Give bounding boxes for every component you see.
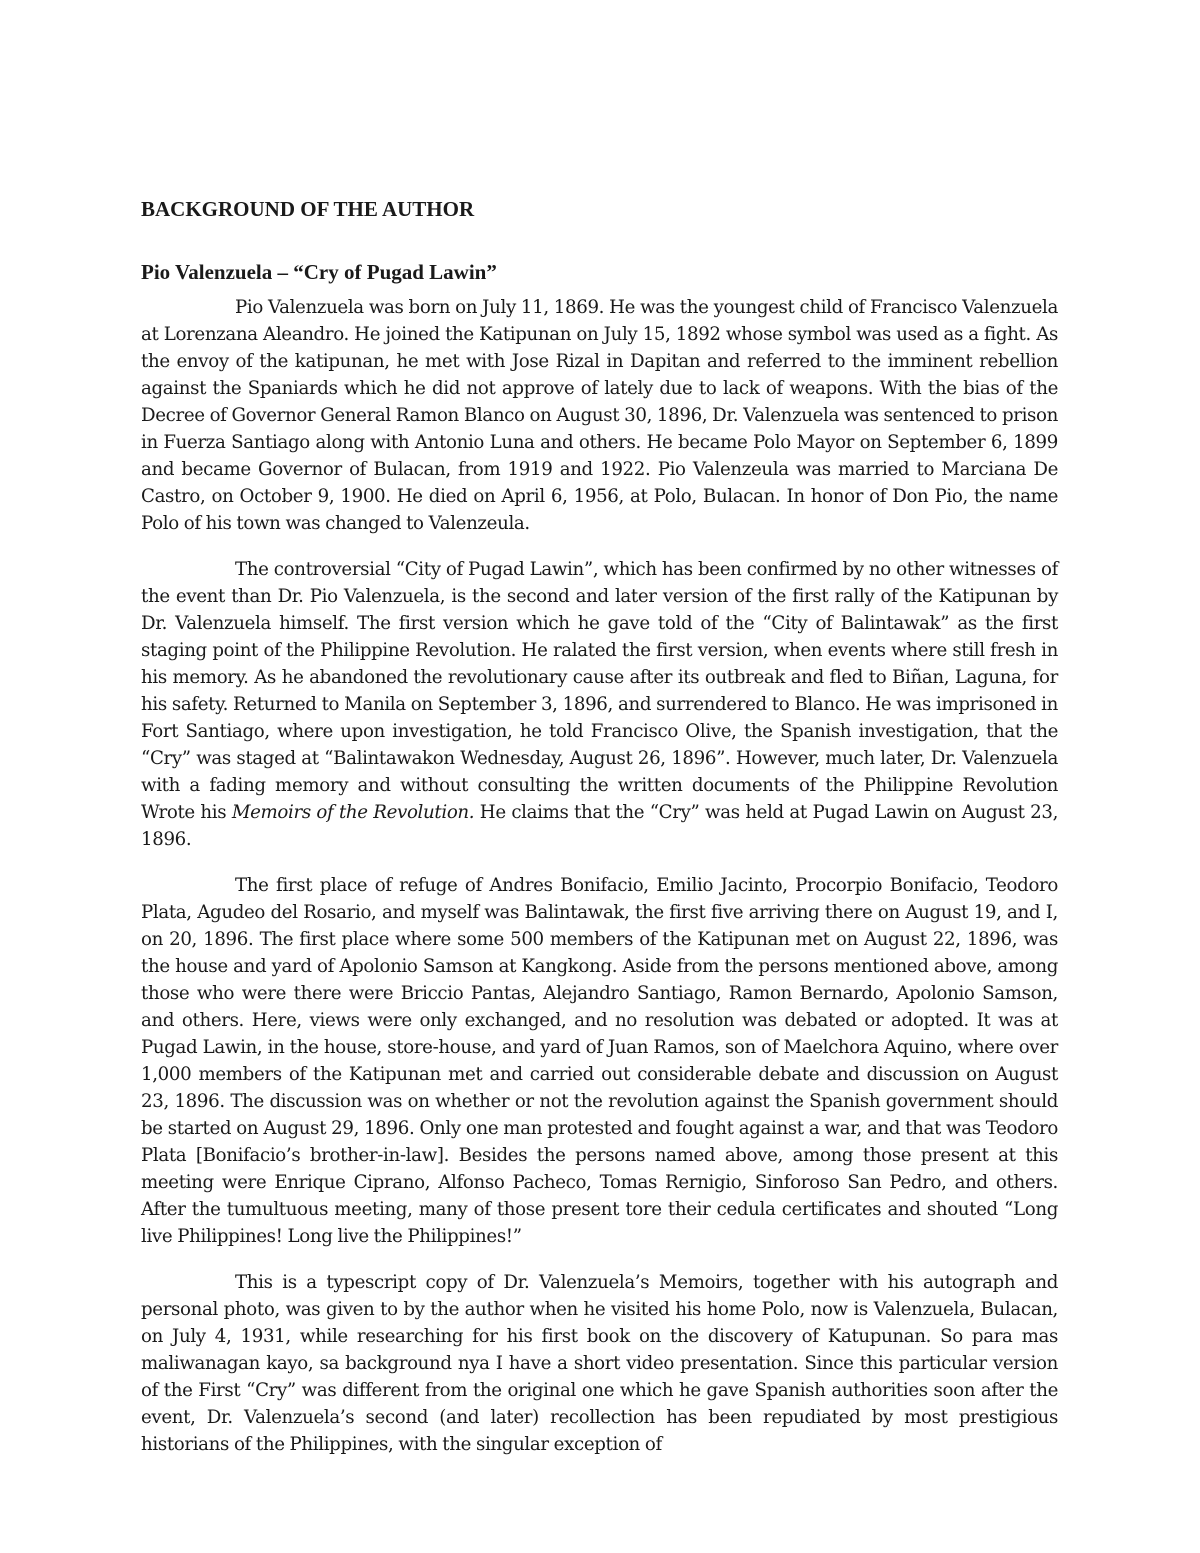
paragraph-1: Pio Valenzuela was born on July 11, 1869. He was the youngest child of Francisco Valenzuela at Lorenzana Aleandro. He joined the Katipunan on July 15, 1892 whose symbol was used as a fight. As the envoy of the katipunan, he met with Jose Rizal in Dapitan and referred to the imminent rebellion against the Spaniards which he did not approve of lately due to lack of weapons. With the bias of the Decree of Governor General Ramon Blanco on August 30, 1896, Dr. Valenzuela was sentenced to prison in Fuerza Santiago along with Antonio Luna and others. He became Polo Mayor on September 6, 1899 and became Governor of Bulacan, from 1919 and 1922. Pio Valenzeula was married to Marciana De Castro, on October 9, 1900. He died on April 6, 1956, at Polo, Bulacan. In honor of Don Pio, the name Polo of his town was changed to Valenzeula.	[141, 297, 1059, 534]
memoirs-title: Memoirs of the Revolution.	[231, 802, 475, 823]
document-subheading: Pio Valenzuela – “Cry of Pugad Lawin”	[141, 260, 497, 284]
paragraph-2-text-a: The controversial “City of Pugad Lawin”, which has been confirmed by no other witnesses of the event than Dr. Pio Valenzuela, is the second and later version of the first rally of the Katipunan by Dr. Valenzuela himself. The first version which he gave told of the “City of Balintawak” as the first staging point of the Philippine Revolution. He ralated the first version, when events where still fresh in his memory. As he abandoned the revolutionary cause after its outbreak and fled to Biñan, Laguna, for his safety. Returned to Manila on September 3, 1896, and surrendered to Blanco. He was imprisoned in Fort Santiago, where upon investigation, he told Francisco Olive, the Spanish investigation, that the “Cry” was staged at “Balintawakon Wednesday, August 26, 1896”. However, much later, Dr. Valenzuela with a fading memory and without consulting the written documents of the Philippine Revolution Wrote his	[141, 559, 1058, 823]
paragraph-2-text-b: He claims that the “Cry” was held at Pugad Lawin on August 23, 1896.	[141, 802, 1058, 850]
paragraph-2	[141, 556, 1058, 853]
paragraph-3: The first place of refuge of Andres Bonifacio, Emilio Jacinto, Procorpio Bonifacio, Teodoro Plata, Agudeo del Rosario, and myself was Balintawak, the first five arriving there on August 19, and I, on 20, 1896. The first place where some 500 members of the Katipunan met on August 22, 1896, was the house and yard of Apolonio Samson at Kangkong. Aside from the persons mentioned above, among those who were there were Briccio Pantas, Alejandro Santiago, Ramon Bernardo, Apolonio Samson, and others. Here, views were only exchanged, and no resolution was debated or adopted. It was at Pugad Lawin, in the house, store-house, and yard of Juan Ramos, son of Maelchora Aquino, where over 1,000 members of the Katipunan met and carried out considerable debate and discussion on August 23, 1896. The discussion was on whether or not the revolution against the Spanish government should be started on August 29, 1896. Only one man protested and fought against a war, and that was Teodoro Plata [Bonifacio’s brother-in-law]. Besides the persons named above, among those present at this meeting were Enrique Ciprano, Alfonso Pacheco, Tomas Rernigio, Sinforoso San Pedro, and others. After the tumultuous meeting, many of those present tore their cedula certificates and shouted “Long live Philippines! Long live the Philippines!”	[141, 875, 1058, 1247]
paragraph-4: This is a typescript copy of Dr. Valenzuela’s Memoirs, together with his autograph and personal photo, was given to by the author when he visited his home Polo, now is Valenzuela, Bulacan, on July 4, 1931, while researching for his first book on the discovery of Katupunan. So para mas maliwanagan kayo, sa background nya I have a short video presentation. Since this particular version of the First “Cry” was different from the original one which he gave Spanish authorities soon after the event, Dr. Valenzuela’s second (and later) recollection has been repudiated by most prestigious historians of the Philippines, with the singular exception of	[141, 1272, 1058, 1455]
document-heading: BACKGROUND OF THE AUTHOR	[141, 197, 475, 221]
document-page	[141, 196, 1058, 1458]
